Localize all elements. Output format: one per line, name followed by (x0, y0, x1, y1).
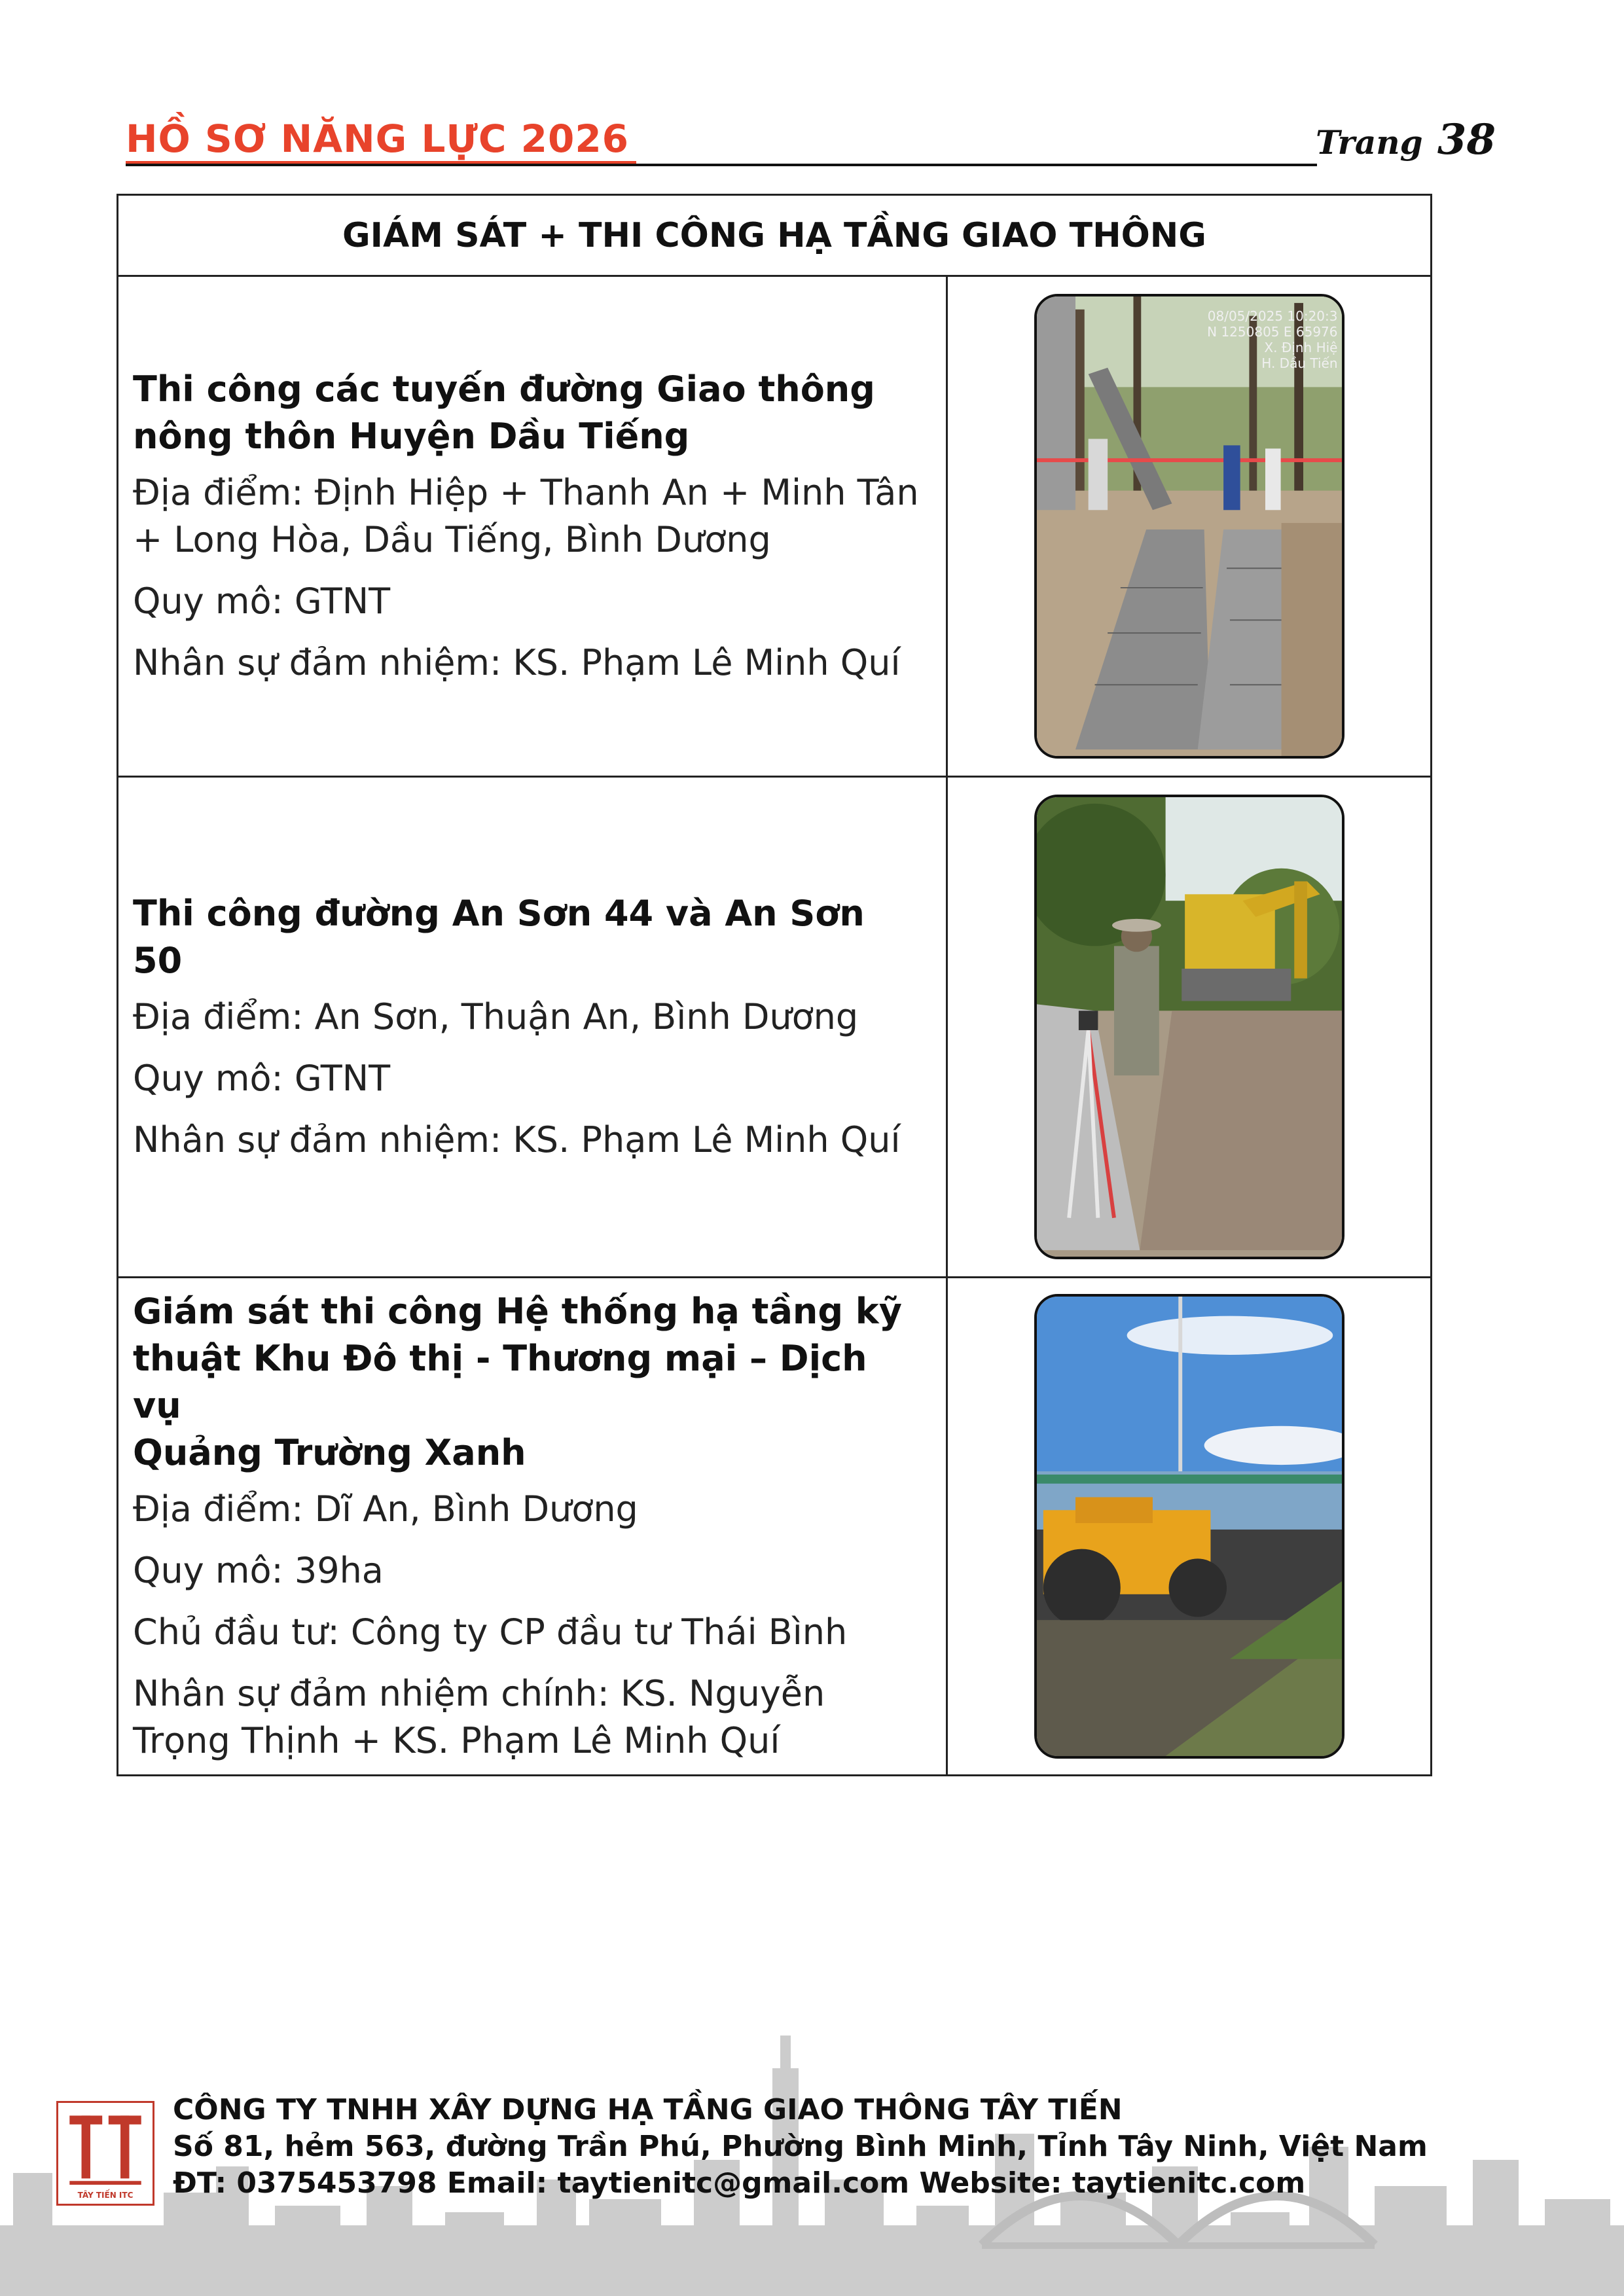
project-description (118, 1278, 948, 1774)
project-description (118, 277, 948, 776)
table-row (118, 277, 1430, 778)
project-scale: Quy mô: GTNT (133, 581, 391, 622)
tt-logo-icon (58, 2103, 153, 2204)
photo-timestamp: 08/05/2025 10:20:3 N 1250805 E 65976 X. Định Hiệ H. Dầu Tiến (1207, 308, 1338, 371)
road-roller-image (1037, 1297, 1342, 1756)
page-label: Trang (1316, 123, 1423, 162)
project-staff: Nhân sự đảm nhiệm chính: KS. Nguyễn Trọng Thịnh + KS. Phạm Lê Minh Quí (133, 1673, 825, 1761)
table-row (118, 1278, 1430, 1774)
company-contact: ĐT: 0375453798 Email: taytienitc@gmail.com Website: taytienitc.com (173, 2166, 1306, 2200)
project-scale: Quy mô: GTNT (133, 1058, 391, 1099)
project-photo-cell (948, 1278, 1430, 1774)
page-indicator (1316, 115, 1496, 164)
projects-table (117, 194, 1432, 1776)
company-name: CÔNG TY TNHH XÂY DỰNG HẠ TẦNG GIAO THÔNG TÂY TIẾN (173, 2093, 1123, 2126)
company-logo (56, 2101, 154, 2206)
surveyor-excavator-photo (1034, 795, 1344, 1259)
table-heading: GIÁM SÁT + THI CÔNG HẠ TẦNG GIAO THÔNG (118, 196, 1430, 277)
header-rule (126, 164, 1317, 166)
project-scale: Quy mô: 39ha (133, 1550, 384, 1591)
project-title: Giám sát thi công Hệ thống hạ tầng kỹ thuật Khu Đô thị - Thương mại – Dịch vụ Quảng Trường Xanh (133, 1291, 902, 1473)
project-title: Thi công đường An Sơn 44 và An Sơn 50 (133, 893, 865, 981)
project-staff: Nhân sự đảm nhiệm: KS. Phạm Lê Minh Quí (133, 1119, 901, 1160)
project-location: Địa điểm: Định Hiệp + Thanh An + Minh Tân + Long Hòa, Dầu Tiếng, Bình Dương (133, 472, 919, 560)
project-location: Địa điểm: An Sơn, Thuận An, Bình Dương (133, 996, 859, 1037)
project-description (118, 778, 948, 1276)
page-number: 38 (1437, 115, 1496, 164)
project-location: Địa điểm: Dĩ An, Bình Dương (133, 1488, 638, 1530)
document-title: HỒ SƠ NĂNG LỰC 2026 (126, 117, 630, 161)
table-row (118, 778, 1430, 1278)
road-roller-photo (1034, 1294, 1344, 1759)
company-address: Số 81, hẻm 563, đường Trần Phú, Phường Bình Minh, Tỉnh Tây Ninh, Việt Nam (173, 2130, 1428, 2163)
project-staff: Nhân sự đảm nhiệm: KS. Phạm Lê Minh Quí (133, 642, 901, 683)
project-photo-cell (948, 778, 1430, 1276)
project-photo-cell (948, 277, 1430, 776)
surveyor-excavator-image (1037, 797, 1342, 1257)
project-investor: Chủ đầu tư: Công ty CP đầu tư Thái Bình (133, 1611, 848, 1653)
project-title: Thi công các tuyến đường Giao thông nông thôn Huyện Dầu Tiếng (133, 368, 875, 457)
road-construction-photo (1034, 294, 1344, 759)
logo-text: TÂY TIẾN ITC (77, 2191, 134, 2200)
header-title-underline (126, 161, 636, 164)
